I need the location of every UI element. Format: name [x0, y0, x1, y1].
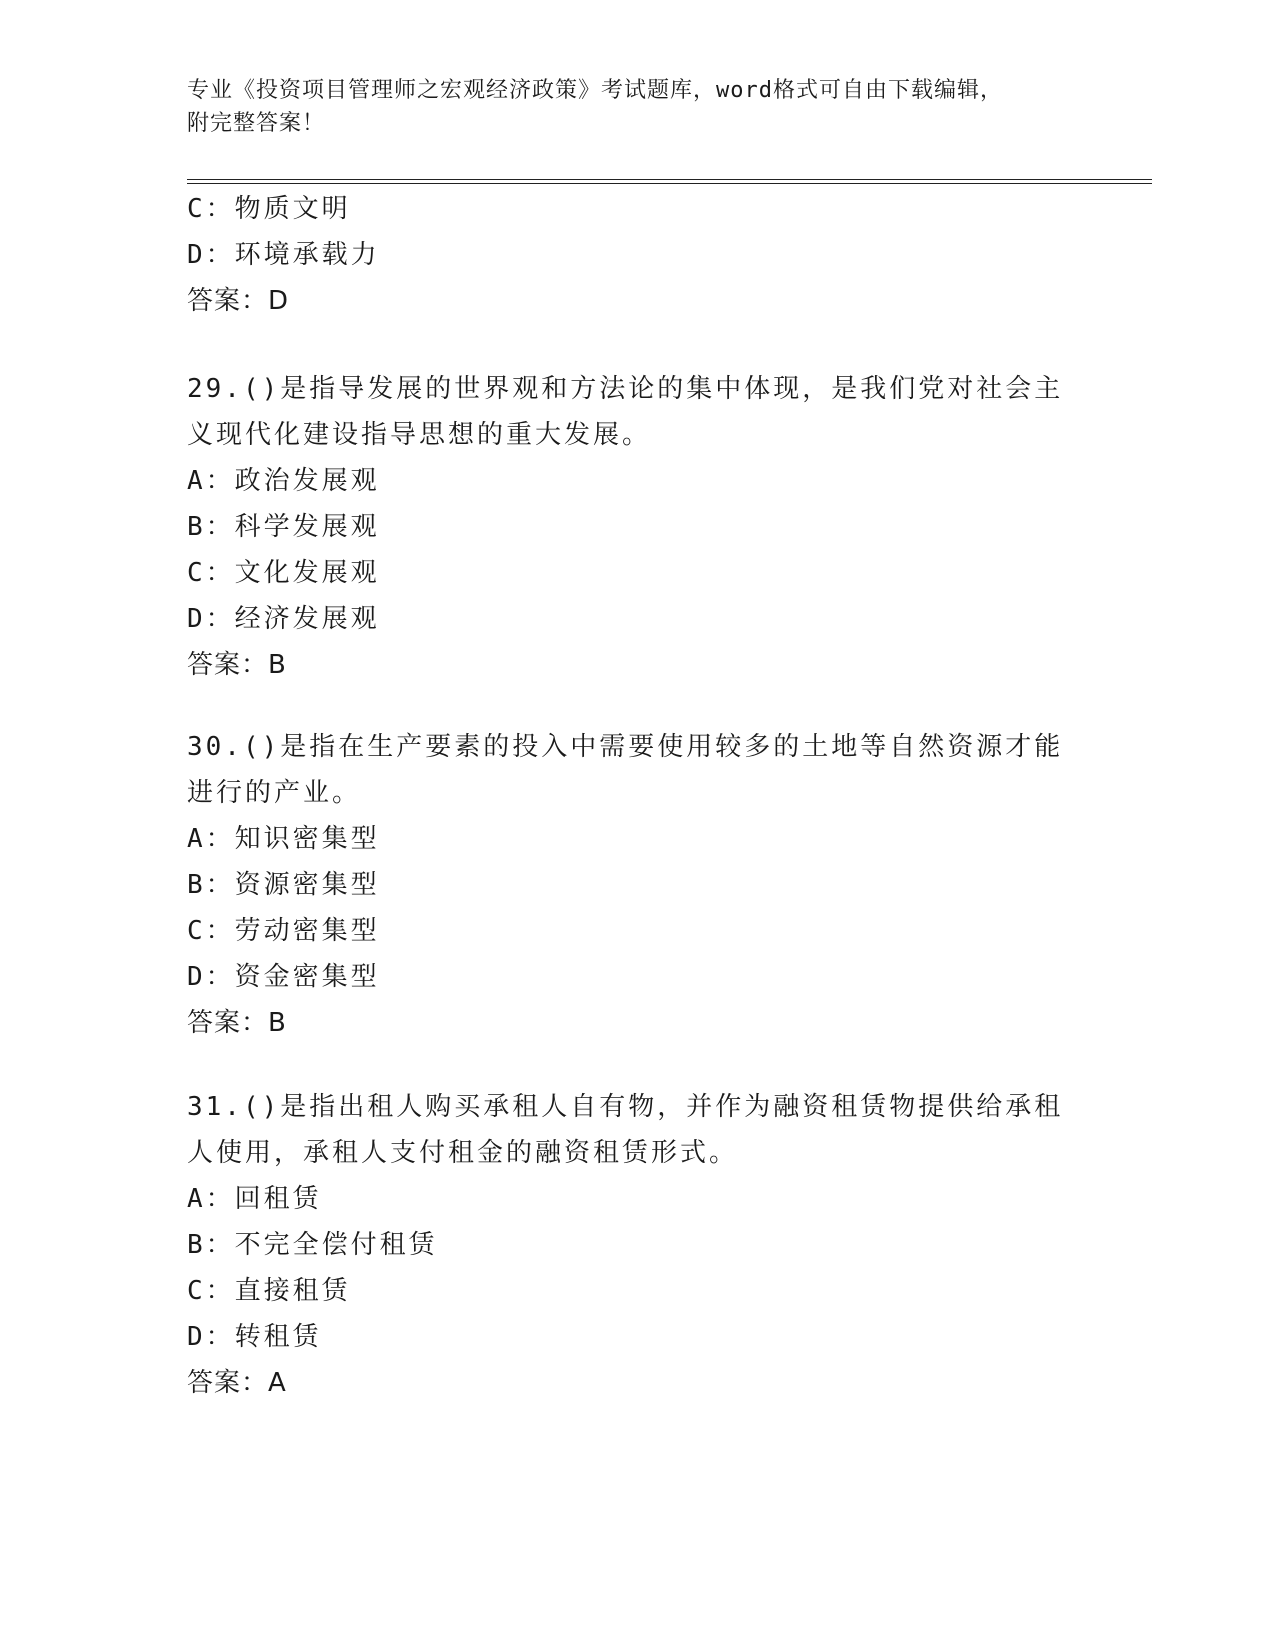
option-c: C：文化发展观	[187, 558, 380, 588]
option-d: D：经济发展观	[187, 604, 380, 634]
option-b: B：资源密集型	[187, 870, 380, 900]
answer-line: 答案：B	[187, 650, 287, 680]
option-a: A：回租赁	[187, 1184, 322, 1214]
option-d: D：转租赁	[187, 1322, 322, 1352]
option-c: C：物质文明	[187, 194, 351, 224]
header-divider-bottom	[187, 183, 1152, 184]
document-header	[187, 74, 1087, 140]
header-line-2: 附完整答案！	[187, 111, 326, 136]
option-b: B：科学发展观	[187, 512, 380, 542]
question-30	[187, 724, 1087, 1046]
answer-line: 答案：B	[187, 1008, 287, 1038]
option-c: C：劳动密集型	[187, 916, 380, 946]
continued-question	[187, 186, 1087, 324]
header-line-1: 专业《投资项目管理师之宏观经济政策》考试题库，word格式可自由下载编辑，	[187, 78, 1003, 103]
question-text: 31.()是指出租人购买承租人自有物，并作为融资租赁物提供给承租人使用，承租人支付租金的融资租赁形式。	[187, 1092, 1064, 1168]
answer-line: 答案：A	[187, 1368, 287, 1398]
question-29	[187, 366, 1087, 688]
option-b: B：不完全偿付租赁	[187, 1230, 438, 1260]
question-31	[187, 1084, 1087, 1406]
question-text: 29.()是指导发展的世界观和方法论的集中体现，是我们党对社会主义现代化建设指导思想的重大发展。	[187, 374, 1064, 450]
header-divider-top	[187, 179, 1152, 180]
option-a: A：知识密集型	[187, 824, 380, 854]
answer-line: 答案：D	[187, 286, 290, 316]
option-d: D：资金密集型	[187, 962, 380, 992]
option-a: A：政治发展观	[187, 466, 380, 496]
option-d: D：环境承载力	[187, 240, 380, 270]
option-c: C：直接租赁	[187, 1276, 351, 1306]
question-text: 30.()是指在生产要素的投入中需要使用较多的土地等自然资源才能进行的产业。	[187, 732, 1064, 808]
